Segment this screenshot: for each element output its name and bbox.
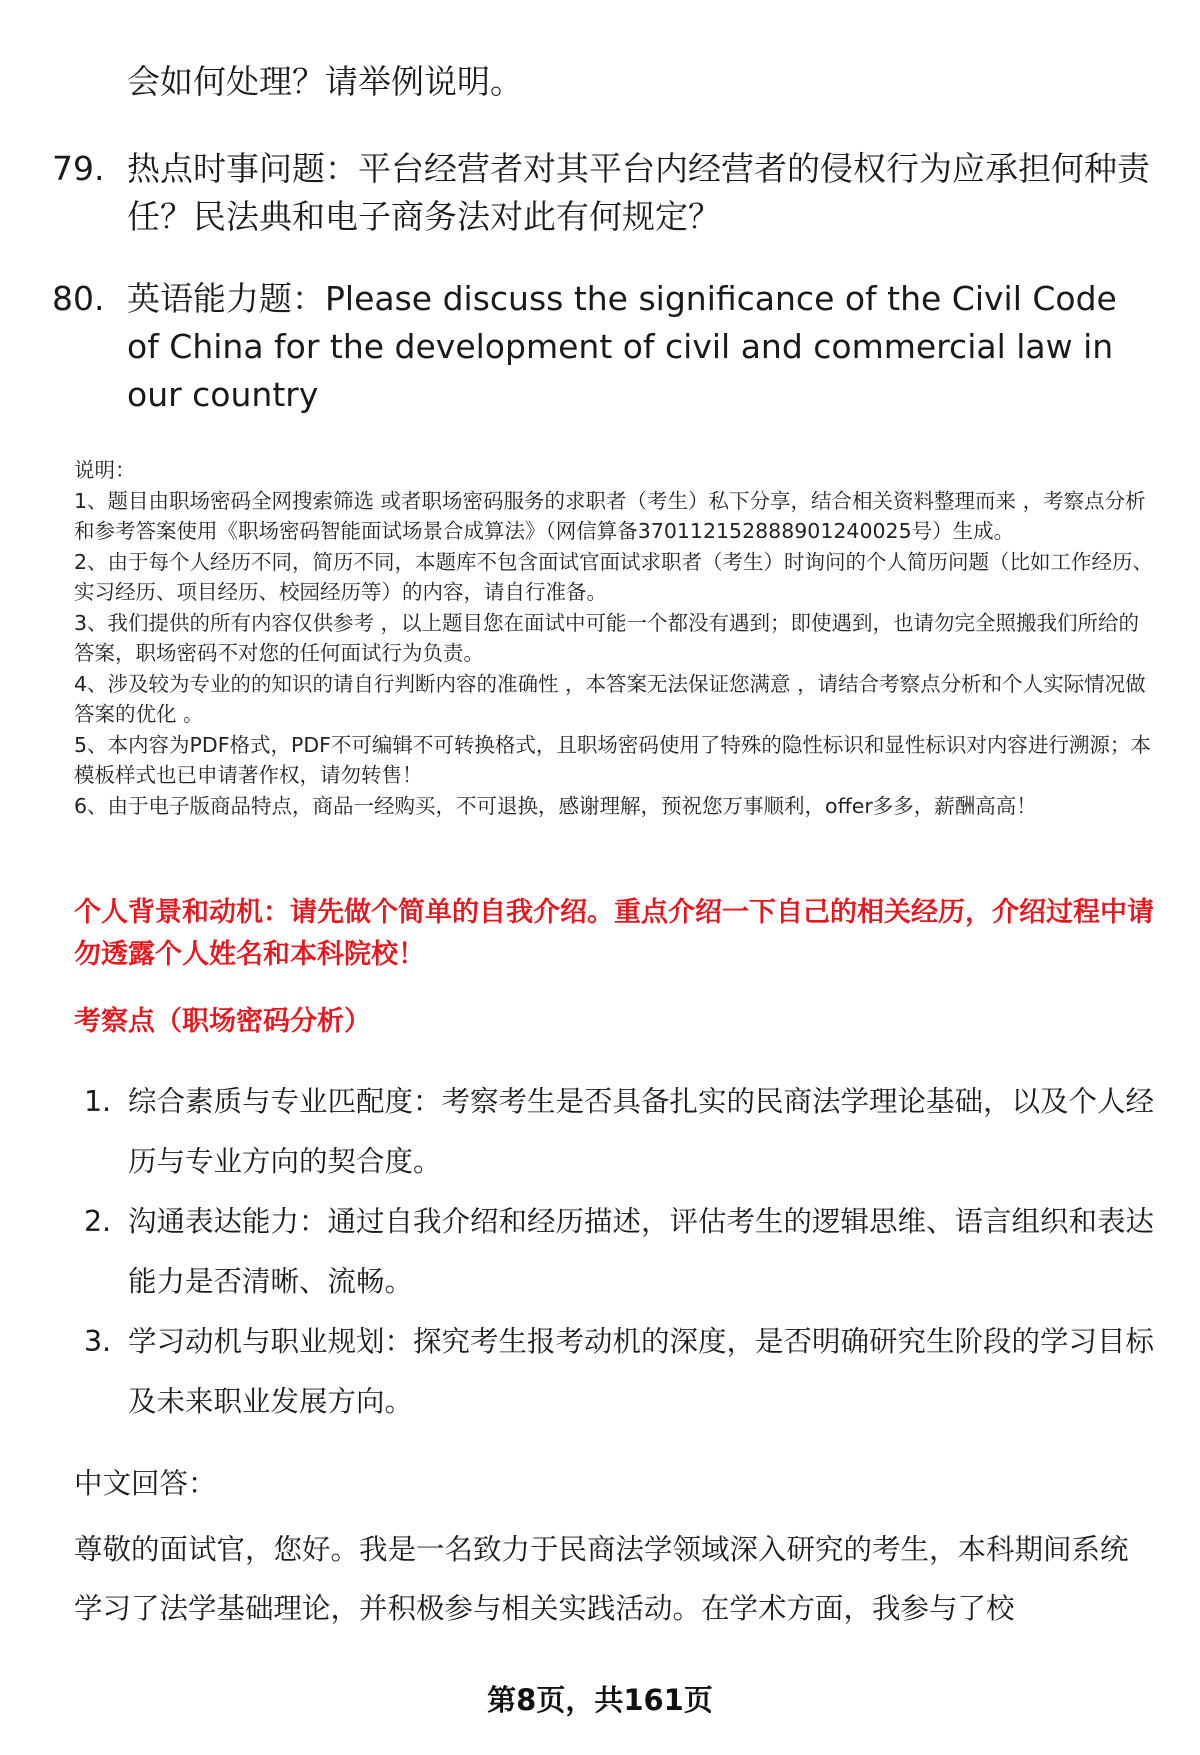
note-item: 5、本内容为PDF格式，PDF不可编辑不可转换格式，且职场密码使用了特殊的隐性标识和显性标识对内容进行溯源；本模板样式也已申请著作权，请勿转售！ [74, 732, 1151, 787]
note-item: 4、涉及较为专业的的知识的请自行判断内容的准确性 ，本答案无法保证您满意 ，请结合考察点分析和个人实际情况做答案的优化 。 [74, 671, 1146, 726]
question-number: 79. [52, 149, 105, 188]
note-item: 1、题目由职场密码全网搜索筛选 或者职场密码服务的求职者（考生）私下分享，结合相关资料整理而来 ，考察点分析和参考答案使用《职场密码智能面试场景合成算法》（网信算备370112152888901240025号）生成。 [74, 488, 1146, 543]
focus-heading: 考察点（职场密码分析） [74, 1006, 371, 1037]
focus-list [84, 1072, 1156, 1432]
answer-label: 中文回答： [74, 1467, 217, 1500]
note-item: 6、由于电子版商品特点，商品一经购买，不可退换，感谢理解，预祝您万事顺利，offer多多，薪酬高高！ [74, 793, 1037, 818]
question-text: 英语能力题：Please discuss the significance of the Civil Code of China for the development of civil and commercial law in our country [127, 279, 1117, 414]
focus-item-text: 学习动机与职业规划：探究考生报考动机的深度，是否明确研究生阶段的学习目标及未来职业发展方向。 [128, 1325, 1155, 1418]
question-text: 热点时事问题：平台经营者对其平台内经营者的侵权行为应承担何种责任？民法典和电子商务法对此有何规定？ [127, 149, 1150, 236]
question-number: 80. [52, 279, 105, 318]
focus-item-text: 沟通表达能力：通过自我介绍和经历描述，评估考生的逻辑思维、语言组织和表达能力是否清晰、流畅。 [128, 1205, 1155, 1298]
question-78-continuation: 会如何处理？请举例说明。 [127, 62, 523, 101]
note-item: 2、由于每个人经历不同，简历不同，本题库不包含面试官面试求职者（考生）时询问的个人简历问题（比如工作经历、实习经历、项目经历、校园经历等）的内容，请自行准备。 [74, 549, 1154, 604]
focus-item [84, 1072, 1156, 1192]
focus-item-text: 综合素质与专业匹配度：考察考生是否具备扎实的民商法学理论基础，以及个人经历与专业方向的契合度。 [128, 1085, 1155, 1178]
focus-item-number: 3. [84, 1325, 112, 1358]
notes-title: 说明： [74, 458, 136, 482]
page-number: 第8页，共161页 [487, 1683, 713, 1717]
focus-item [84, 1192, 1156, 1312]
background-question: 个人背景和动机：请先做个简单的自我介绍。重点介绍一下自己的相关经历，介绍过程中请勿透露个人姓名和本科院校！ [74, 897, 1154, 970]
focus-item [84, 1312, 1156, 1432]
disclaimer-notes [74, 455, 1156, 821]
question-79 [52, 145, 1152, 241]
answer-body: 尊敬的面试官，您好。我是一名致力于民商法学领域深入研究的考生，本科期间系统学习了法学基础理论，并积极参与相关实践活动。在学术方面，我参与了校 [74, 1533, 1129, 1625]
question-80 [52, 275, 1152, 419]
focus-item-number: 1. [84, 1085, 112, 1118]
note-item: 3、我们提供的所有内容仅供参考 ，以上题目您在面试中可能一个都没有遇到；即使遇到，也请勿完全照搬我们所给的答案，职场密码不对您的任何面试行为负责。 [74, 610, 1140, 665]
focus-item-number: 2. [84, 1205, 112, 1238]
